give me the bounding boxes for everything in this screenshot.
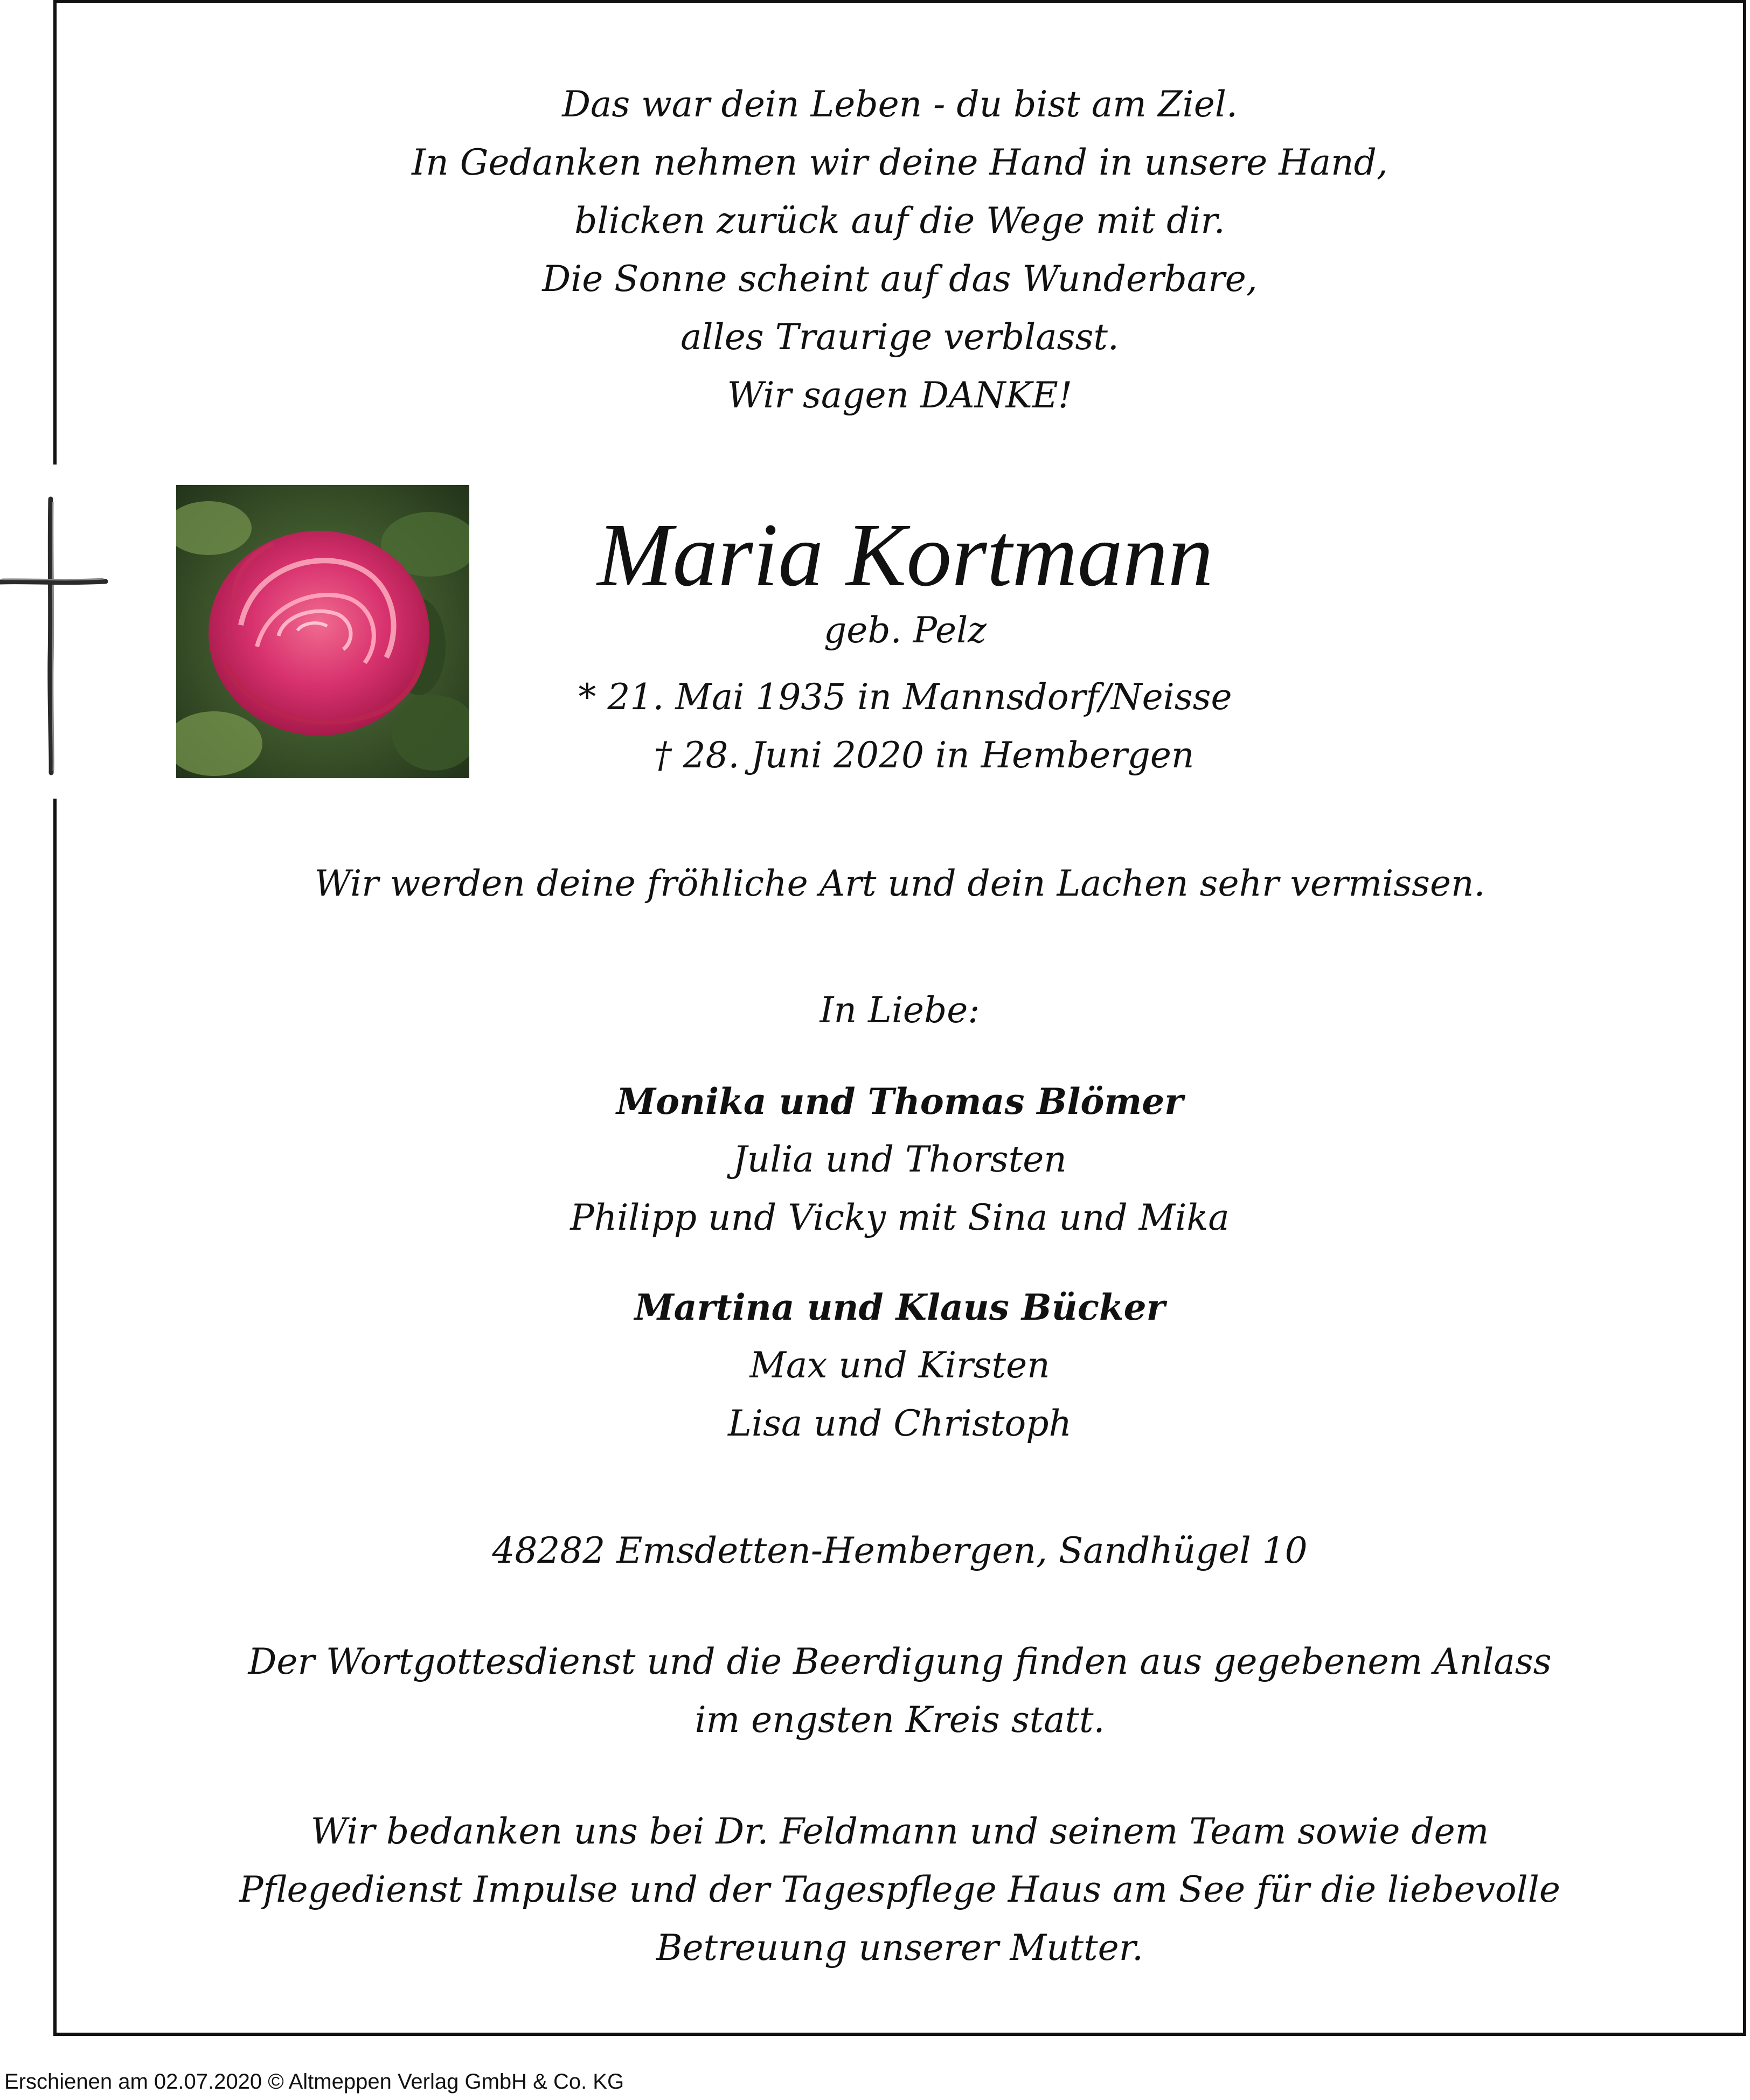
- thanks-notice: [57, 1803, 1743, 1977]
- service-notice: [57, 1633, 1743, 1749]
- poem-line: Wir sagen DANKE!: [727, 375, 1073, 416]
- service-line: Der Wortgottesdienst und die Beerdigung finden aus gegebenem Anlass: [248, 1641, 1552, 1682]
- deceased-name: Maria Kortmann: [597, 505, 1213, 605]
- poem-line: blicken zurück auf die Wege mit dir.: [574, 200, 1225, 241]
- rose-image: [176, 485, 469, 778]
- family-head: Monika und Thomas Blömer: [616, 1080, 1184, 1122]
- family-group: [57, 1278, 1743, 1453]
- family-member: Philipp und Vicky mit Sina und Mika: [570, 1197, 1230, 1238]
- life-dates: [453, 668, 1358, 785]
- service-line: im engsten Kreis statt.: [695, 1699, 1105, 1741]
- publication-footer: Erschienen am 02.07.2020 © Altmeppen Verlag GmbH & Co. KG: [4, 2070, 624, 2094]
- family-group: [57, 1072, 1743, 1247]
- cross-icon: [0, 465, 108, 799]
- poem: [57, 75, 1743, 425]
- family-member: Lisa und Christoph: [728, 1403, 1072, 1444]
- poem-line: In Gedanken nehmen wir deine Hand in unsere Hand,: [412, 142, 1388, 183]
- birth-date: * 21. Mai 1935 in Mannsdorf/Neisse: [578, 676, 1232, 718]
- family-member: Max und Kirsten: [749, 1344, 1050, 1386]
- family-head: Martina und Klaus Bücker: [634, 1286, 1165, 1328]
- address: 48282 Emsdetten-Hembergen, Sandhügel 10: [492, 1530, 1308, 1571]
- poem-line: Das war dein Leben - du bist am Ziel.: [562, 84, 1238, 125]
- thanks-line: Wir bedanken uns bei Dr. Feldmann und seinem Team sowie dem: [310, 1811, 1489, 1852]
- maiden-name: geb. Pelz: [824, 609, 987, 651]
- poem-line: alles Traurige verblasst.: [680, 316, 1119, 358]
- tribute-text: Wir werden deine fröhliche Art und dein Lachen sehr vermissen.: [314, 863, 1485, 904]
- in-love-label: In Liebe:: [820, 989, 980, 1031]
- family-member: Julia und Thorsten: [733, 1139, 1067, 1180]
- poem-line: Die Sonne scheint auf das Wunderbare,: [542, 258, 1258, 300]
- thanks-line: Betreuung unserer Mutter.: [656, 1927, 1143, 1969]
- thanks-line: Pflegedienst Impulse und der Tagespflege Haus am See für die liebevolle: [239, 1869, 1560, 1910]
- death-date: † 28. Juni 2020 in Hembergen: [654, 734, 1195, 776]
